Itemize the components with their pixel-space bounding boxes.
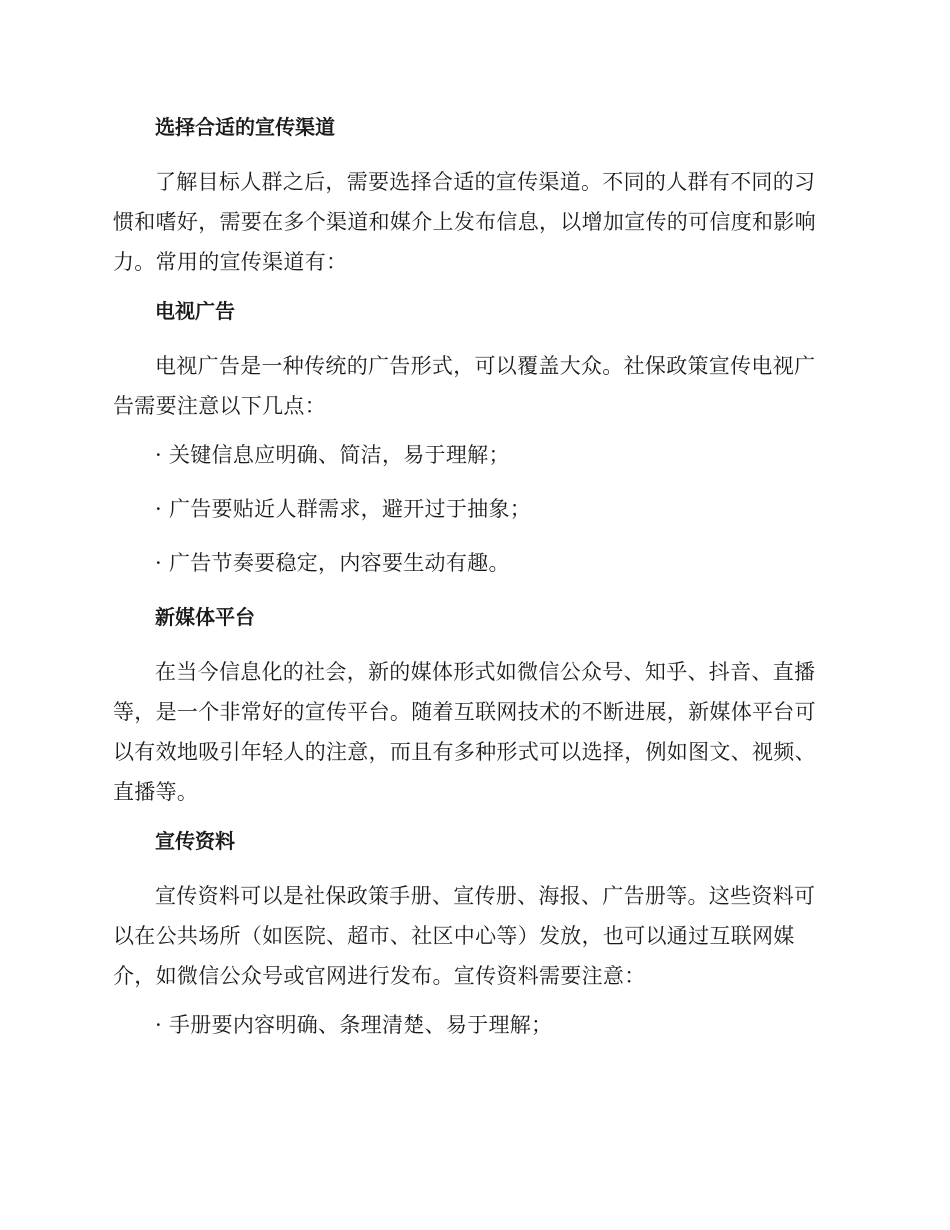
section-materials: [113, 822, 833, 1044]
bullet-item: · 关键信息应明确、简洁，易于理解；: [155, 443, 510, 467]
section-tv-ads: [113, 292, 833, 582]
bullet-item: · 广告要贴近人群需求，避开过于抽象；: [155, 497, 532, 521]
section-paragraph: 在当今信息化的社会，新的媒体形式如微信公众号、知乎、抖音、直播等，是一个非常好的宣传平台。随着互联网技术的不断进展，新媒体平台可以有效地吸引年轻人的注意，而且有多种形式可以选择，例如图文、视频、直播等。: [113, 660, 816, 804]
section-paragraph: 宣传资料可以是社保政策手册、宣传册、海报、广告册等。这些资料可以在公共场所（如医院、超市、社区中心等）发放，也可以通过互联网媒介，如微信公众号或官网进行发布。宣传资料需要注意：: [113, 884, 816, 988]
bullet-item: · 手册要内容明确、条理清楚、易于理解；: [155, 1013, 553, 1037]
section-heading: 选择合适的宣传渠道: [155, 115, 335, 139]
section-paragraph: 了解目标人群之后，需要选择合适的宣传渠道。不同的人群有不同的习惯和嗜好，需要在多个渠道和媒介上发布信息，以增加宣传的可信度和影响力。常用的宣传渠道有：: [113, 170, 816, 274]
section-heading: 宣传资料: [155, 829, 235, 853]
section-new-media: [113, 598, 833, 812]
bullet-item: · 广告节奏要稳定，内容要生动有趣。: [155, 551, 510, 575]
section-paragraph: 电视广告是一种传统的广告形式，可以覆盖大众。社保政策宣传电视广告需要注意以下几点：: [113, 354, 816, 418]
section-heading: 新媒体平台: [155, 605, 255, 629]
section-channels: [113, 108, 833, 282]
document-page: [113, 108, 833, 1060]
section-heading: 电视广告: [155, 299, 235, 323]
